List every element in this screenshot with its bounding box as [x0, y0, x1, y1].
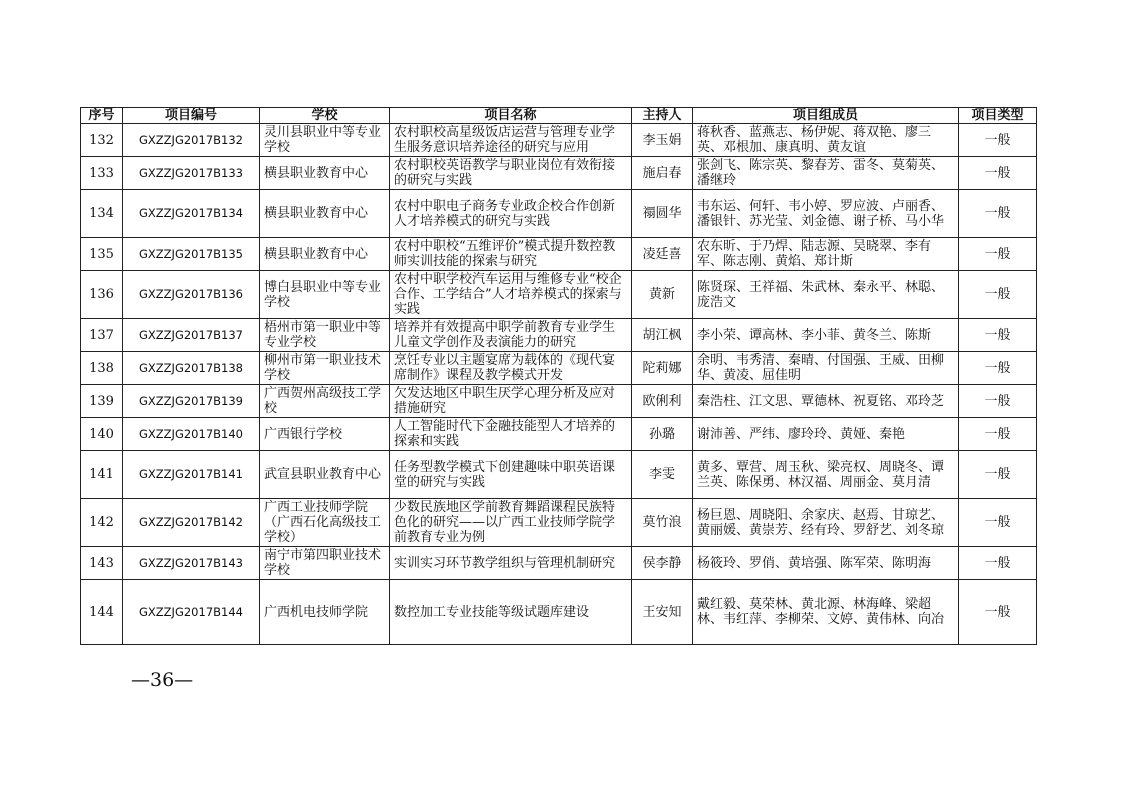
- cell-school: 横县职业教育中心: [260, 157, 390, 190]
- cell-host: 李玉娟: [632, 124, 693, 157]
- cell-no: 142: [81, 499, 123, 547]
- cell-code: GXZZJG2017B143: [123, 547, 260, 580]
- cell-project-name: 农村职校高星级饭店运营与管理专业学生服务意识培养途径的研究与应用: [390, 124, 632, 157]
- cell-school: 梧州市第一职业中等专业学校: [260, 319, 390, 352]
- cell-type: 一般: [959, 580, 1037, 645]
- table-row: [81, 499, 1037, 547]
- cell-host: 李雯: [632, 451, 693, 499]
- header-code: 项目编号: [123, 108, 260, 124]
- cell-code: GXZZJG2017B141: [123, 451, 260, 499]
- cell-type: 一般: [959, 190, 1037, 238]
- cell-project-name: 农村中职校“五维评价”模式提升数控教师实训技能的探索与研究: [390, 238, 632, 271]
- cell-no: 132: [81, 124, 123, 157]
- table-row: [81, 547, 1037, 580]
- cell-code: GXZZJG2017B140: [123, 418, 260, 451]
- cell-host: 侯李静: [632, 547, 693, 580]
- cell-host: 孙璐: [632, 418, 693, 451]
- cell-project-name: 农村中职电子商务专业政企校合作创新人才培养模式的研究与实践: [390, 190, 632, 238]
- table-row: [81, 190, 1037, 238]
- cell-project-name: 数控加工专业技能等级试题库建设: [390, 580, 632, 645]
- cell-host: 凌廷喜: [632, 238, 693, 271]
- cell-school: 南宁市第四职业技术学校: [260, 547, 390, 580]
- cell-members: 黄多、覃营、周玉秋、梁亮权、周晓冬、谭兰英、陈保勇、林汉福、周丽金、莫月清: [693, 451, 959, 499]
- cell-type: 一般: [959, 418, 1037, 451]
- cell-members: 杨巨恩、周晓阳、余家庆、赵焉、甘琼艺、黄丽媛、黄崇芳、经有玲、罗舒艺、刘冬琼: [693, 499, 959, 547]
- cell-type: 一般: [959, 499, 1037, 547]
- cell-project-name: 培养并有效提高中职学前教育专业学生儿童文学创作及表演能力的研究: [390, 319, 632, 352]
- cell-no: 141: [81, 451, 123, 499]
- cell-school: 武宣县职业教育中心: [260, 451, 390, 499]
- cell-members: 谢沛善、严纬、廖玲玲、黄娅、秦艳: [693, 418, 959, 451]
- cell-code: GXZZJG2017B133: [123, 157, 260, 190]
- cell-type: 一般: [959, 352, 1037, 385]
- cell-no: 135: [81, 238, 123, 271]
- cell-type: 一般: [959, 451, 1037, 499]
- cell-no: 143: [81, 547, 123, 580]
- table-row: [81, 451, 1037, 499]
- cell-host: 莫竹浪: [632, 499, 693, 547]
- table-row: [81, 124, 1037, 157]
- project-table: [80, 107, 1037, 645]
- cell-host: 欧俐利: [632, 385, 693, 418]
- cell-members: 陈贤琛、王祥福、朱武林、秦永平、林聪、庞浩文: [693, 271, 959, 319]
- cell-type: 一般: [959, 271, 1037, 319]
- cell-no: 139: [81, 385, 123, 418]
- cell-project-name: 任务型教学模式下创建趣味中职英语课堂的研究与实践: [390, 451, 632, 499]
- cell-school: 广西工业技师学院（广西石化高级技工学校）: [260, 499, 390, 547]
- cell-no: 134: [81, 190, 123, 238]
- cell-members: 农东昕、于乃焊、陆志源、吴晓翠、李有军、陈志刚、黄焰、郑计斯: [693, 238, 959, 271]
- cell-members: 杨筱玲、罗俏、黄培强、陈军荣、陈明海: [693, 547, 959, 580]
- header-host: 主持人: [632, 108, 693, 124]
- cell-project-name: 少数民族地区学前教育舞蹈课程民族特色化的研究——以广西工业技师学院学前教育专业为例: [390, 499, 632, 547]
- cell-type: 一般: [959, 319, 1037, 352]
- table-row: [81, 385, 1037, 418]
- cell-code: GXZZJG2017B136: [123, 271, 260, 319]
- cell-code: GXZZJG2017B134: [123, 190, 260, 238]
- table-row: [81, 352, 1037, 385]
- cell-host: 胡江枫: [632, 319, 693, 352]
- cell-school: 广西银行学校: [260, 418, 390, 451]
- cell-project-name: 欠发达地区中职生厌学心理分析及应对措施研究: [390, 385, 632, 418]
- cell-no: 133: [81, 157, 123, 190]
- cell-members: 韦东运、何轩、韦小婷、罗应波、卢丽香、潘银针、苏光莹、刘金德、谢子桥、马小华: [693, 190, 959, 238]
- cell-school: 灵川县职业中等专业学校: [260, 124, 390, 157]
- cell-project-name: 烹饪专业以主题宴席为载体的《现代宴席制作》课程及教学模式开发: [390, 352, 632, 385]
- cell-project-name: 农村中职学校汽车运用与维修专业“校企合作、工学结合”人才培养模式的探索与实践: [390, 271, 632, 319]
- table-header-row: [81, 108, 1037, 124]
- table-row: [81, 157, 1037, 190]
- table-row: [81, 238, 1037, 271]
- table-row: [81, 580, 1037, 645]
- cell-type: 一般: [959, 385, 1037, 418]
- header-no: 序号: [81, 108, 123, 124]
- cell-code: GXZZJG2017B138: [123, 352, 260, 385]
- cell-members: 蒋秋香、蓝燕志、杨伊妮、蒋双艳、廖三英、邓根加、康真明、黄友谊: [693, 124, 959, 157]
- cell-no: 136: [81, 271, 123, 319]
- cell-type: 一般: [959, 238, 1037, 271]
- cell-members: 余明、韦秀清、秦晴、付国强、王威、田柳华、黄凌、屈佳明: [693, 352, 959, 385]
- cell-no: 138: [81, 352, 123, 385]
- cell-school: 横县职业教育中心: [260, 190, 390, 238]
- cell-code: GXZZJG2017B135: [123, 238, 260, 271]
- cell-members: 戴红毅、莫荣林、黄北源、林海峰、梁超林、韦红萍、李柳荣、文婷、黄伟林、向冶: [693, 580, 959, 645]
- cell-code: GXZZJG2017B132: [123, 124, 260, 157]
- cell-school: 广西贺州高级技工学校: [260, 385, 390, 418]
- cell-project-name: 实训实习环节教学组织与管理机制研究: [390, 547, 632, 580]
- cell-host: 陀莉娜: [632, 352, 693, 385]
- cell-code: GXZZJG2017B139: [123, 385, 260, 418]
- cell-host: 王安知: [632, 580, 693, 645]
- cell-type: 一般: [959, 157, 1037, 190]
- page-number: —36—: [131, 669, 194, 691]
- header-members: 项目组成员: [693, 108, 959, 124]
- cell-school: 柳州市第一职业技术学校: [260, 352, 390, 385]
- header-type: 项目类型: [959, 108, 1037, 124]
- cell-project-name: 人工智能时代下金融技能型人才培养的探索和实践: [390, 418, 632, 451]
- cell-host: 施启春: [632, 157, 693, 190]
- cell-code: GXZZJG2017B142: [123, 499, 260, 547]
- header-school: 学校: [260, 108, 390, 124]
- cell-members: 张剑飞、陈宗英、黎春芳、雷冬、莫菊英、潘继玲: [693, 157, 959, 190]
- cell-project-name: 农村职校英语教学与职业岗位有效衔接的研究与实践: [390, 157, 632, 190]
- cell-host: 禤圆华: [632, 190, 693, 238]
- table-row: [81, 319, 1037, 352]
- cell-no: 137: [81, 319, 123, 352]
- cell-no: 140: [81, 418, 123, 451]
- cell-school: 博白县职业中等专业学校: [260, 271, 390, 319]
- cell-type: 一般: [959, 124, 1037, 157]
- table-row: [81, 418, 1037, 451]
- cell-school: 横县职业教育中心: [260, 238, 390, 271]
- header-name: 项目名称: [390, 108, 632, 124]
- cell-code: GXZZJG2017B144: [123, 580, 260, 645]
- cell-code: GXZZJG2017B137: [123, 319, 260, 352]
- cell-type: 一般: [959, 547, 1037, 580]
- table-row: [81, 271, 1037, 319]
- cell-host: 黄新: [632, 271, 693, 319]
- cell-no: 144: [81, 580, 123, 645]
- cell-members: 李小荣、谭高林、李小菲、黄冬兰、陈斯: [693, 319, 959, 352]
- cell-members: 秦浩柱、江文思、覃德林、祝夏铭、邓玲芝: [693, 385, 959, 418]
- cell-school: 广西机电技师学院: [260, 580, 390, 645]
